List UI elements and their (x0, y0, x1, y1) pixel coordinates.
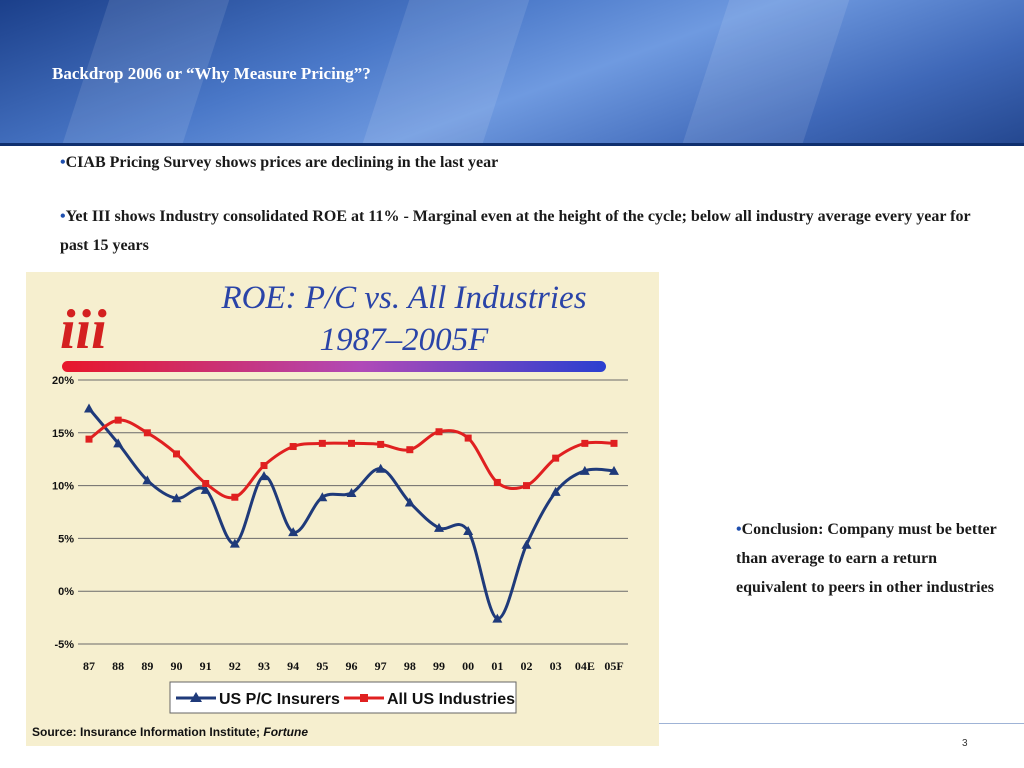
point-marker-square (202, 480, 209, 487)
bullet-pricing-survey (60, 148, 1000, 177)
point-marker-square (552, 455, 559, 462)
point-marker-square (377, 441, 384, 448)
point-marker-square (144, 429, 151, 436)
x-tick-label: 98 (403, 659, 416, 673)
x-tick-label: 89 (141, 659, 154, 673)
point-marker-square (436, 428, 443, 435)
bullet-industry-roe (60, 202, 990, 260)
series-layer (84, 404, 619, 623)
series-line-all-industries (89, 420, 614, 498)
y-tick-label: -5% (54, 639, 74, 651)
point-marker-square (290, 443, 297, 450)
source-note (32, 725, 308, 739)
x-tick-label: 02 (520, 659, 533, 673)
point-marker-square (523, 482, 530, 489)
point-marker-square (494, 479, 501, 486)
x-tick-label: 93 (258, 659, 270, 673)
x-tick-label: 01 (491, 659, 504, 673)
point-marker-square (231, 494, 238, 501)
point-marker-square (261, 462, 268, 469)
x-tick-label: 90 (170, 659, 183, 673)
bullet-dot: • (60, 154, 66, 171)
title-gradient-bar (62, 361, 606, 372)
point-marker-square (115, 417, 122, 424)
legend-label-all: All US Industries (387, 691, 516, 708)
point-marker-square (86, 436, 93, 443)
chart-subtitle: 1987–2005F (319, 322, 489, 358)
y-tick-label: 0% (58, 586, 74, 599)
point-marker-square (465, 435, 472, 442)
iii-logo: iii (60, 299, 107, 361)
point-marker-triangle (84, 404, 94, 413)
point-marker-square (406, 446, 413, 453)
x-tick-label: 92 (228, 659, 241, 673)
source-italic: Fortune (263, 725, 309, 739)
grid (78, 380, 628, 644)
x-tick-label: 91 (199, 659, 212, 673)
x-tick-label: 00 (462, 659, 475, 673)
bullet-text: Conclusion: Company must be better than average to earn a return equivalent to peers in other industries (736, 521, 997, 596)
bullet-dot: • (60, 208, 66, 225)
bullet-text: Yet III shows Industry consolidated ROE at 11% - Marginal even at the height of the cycle; below all industry average every year for past 15 years (60, 208, 971, 254)
legend-label-pc: US P/C Insurers (219, 691, 340, 708)
slide-title: Backdrop 2006 or “Why Measure Pricing”? (52, 64, 371, 83)
point-marker-triangle (522, 540, 532, 549)
point-marker-square (611, 440, 618, 447)
bullet-conclusion (736, 515, 1001, 602)
footer-rule (659, 723, 1024, 724)
x-tick-label: 87 (83, 659, 95, 673)
legend-square-icon (360, 694, 368, 702)
x-tick-label: 03 (549, 659, 562, 673)
point-marker-square (173, 450, 180, 457)
chart-title: ROE: P/C vs. All Industries (221, 280, 587, 316)
y-axis-ticks (52, 375, 74, 651)
point-marker-triangle (259, 471, 269, 480)
banner-rule (0, 143, 1024, 146)
bullet-dot: • (736, 521, 742, 538)
x-tick-label: 96 (345, 659, 358, 673)
x-tick-label: 95 (316, 659, 329, 673)
x-tick-label: 97 (374, 659, 387, 673)
roe-chart (26, 272, 659, 746)
y-tick-label: 20% (51, 375, 74, 387)
y-tick-label: 15% (51, 427, 74, 440)
x-tick-label: 04E (574, 659, 595, 673)
legend (170, 682, 516, 713)
x-tick-label: 99 (433, 659, 445, 673)
point-marker-square (348, 440, 355, 447)
point-marker-square (319, 440, 326, 447)
x-tick-label: 94 (287, 659, 300, 673)
source-label: Source: Insurance Information Institute; (32, 725, 264, 739)
x-tick-label: 88 (112, 659, 125, 673)
point-marker-square (581, 440, 588, 447)
banner-glass-panel (658, 0, 862, 146)
y-tick-label: 5% (58, 533, 74, 546)
y-tick-label: 10% (51, 480, 74, 493)
page-number: 3 (962, 738, 968, 749)
bullet-text: CIAB Pricing Survey shows prices are declining in the last year (65, 154, 499, 171)
x-tick-label: 05F (604, 659, 624, 673)
x-axis-ticks (83, 659, 624, 673)
roe-chart-svg (26, 272, 659, 746)
